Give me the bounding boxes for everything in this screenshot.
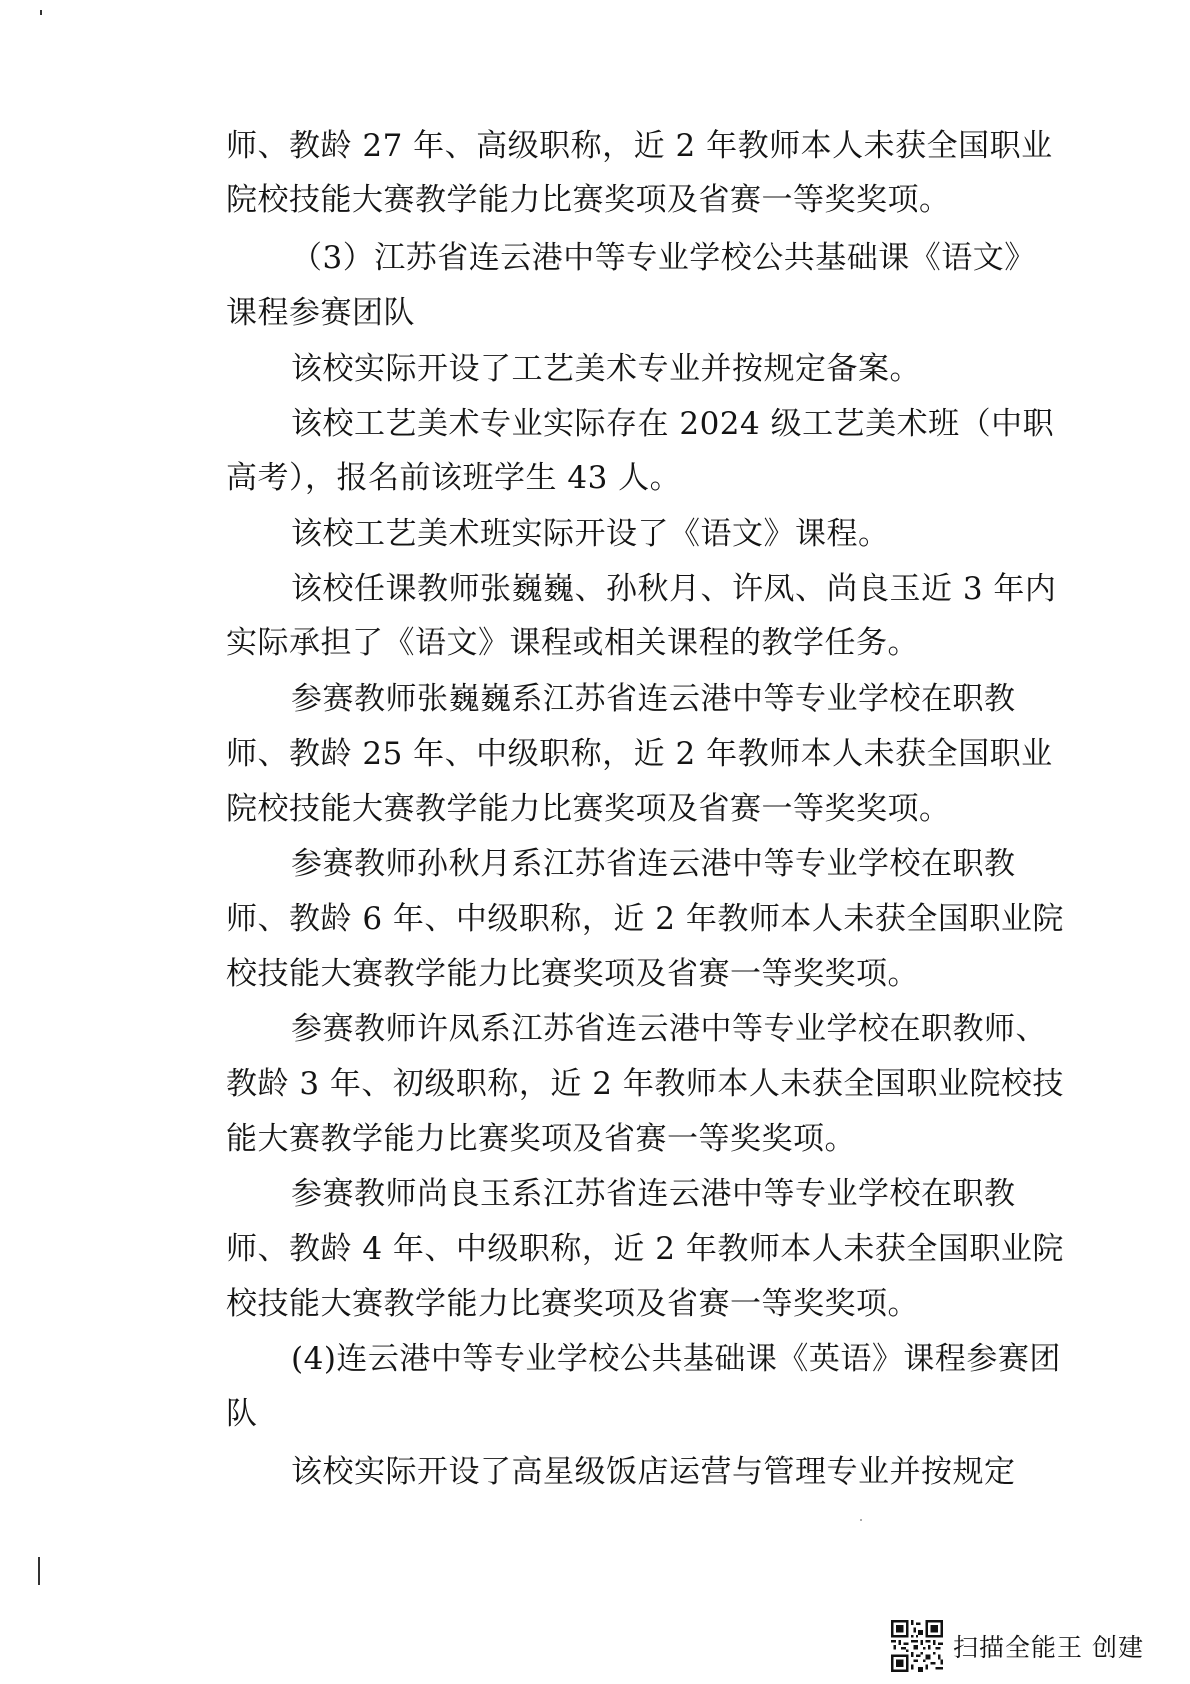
text-line: 实际承担了《语文》课程或相关课程的教学任务。	[226, 625, 919, 661]
text-line: 师、教龄 25 年、中级职称，近 2 年教师本人未获全国职业	[226, 736, 1053, 772]
section-heading: (4)连云港中等专业学校公共基础课《英语》课程参赛团	[291, 1341, 1061, 1377]
scan-speck	[38, 1557, 40, 1585]
text-line: 该校实际开设了高星级饭店运营与管理专业并按规定	[291, 1454, 1016, 1490]
scan-speck	[860, 1519, 862, 1521]
text-line: 院校技能大赛教学能力比赛奖项及省赛一等奖奖项。	[226, 791, 951, 827]
section-heading-cont: 课程参赛团队	[226, 295, 415, 331]
text-line: 参赛教师许凤系江苏省连云港中等专业学校在职教师、	[291, 1011, 1047, 1047]
text-line: 高考），报名前该班学生 43 人。	[226, 460, 682, 496]
scanner-watermark	[891, 1614, 1144, 1678]
text-line: 参赛教师孙秋月系江苏省连云港中等专业学校在职教	[291, 846, 1016, 882]
qr-code-icon	[891, 1620, 943, 1672]
section-heading: （3）江苏省连云港中等专业学校公共基础课《语文》	[291, 240, 1036, 276]
text-line: 该校实际开设了工艺美术专业并按规定备案。	[291, 351, 921, 387]
section-heading-cont: 队	[226, 1396, 258, 1432]
text-line: 师、教龄 27 年、高级职称，近 2 年教师本人未获全国职业	[226, 128, 1053, 164]
text-line: 参赛教师张巍巍系江苏省连云港中等专业学校在职教	[291, 681, 1016, 717]
text-line: 能大赛教学能力比赛奖项及省赛一等奖奖项。	[226, 1121, 856, 1157]
text-line: 师、教龄 6 年、中级职称，近 2 年教师本人未获全国职业院	[226, 901, 1064, 937]
text-line: 该校工艺美术班实际开设了《语文》课程。	[291, 516, 890, 552]
text-line: 该校任课教师张巍巍、孙秋月、许凤、尚良玉近 3 年内	[291, 571, 1057, 607]
text-line: 校技能大赛教学能力比赛奖项及省赛一等奖奖项。	[226, 956, 919, 992]
text-line: 参赛教师尚良玉系江苏省连云港中等专业学校在职教	[291, 1176, 1016, 1212]
text-line: 院校技能大赛教学能力比赛奖项及省赛一等奖奖项。	[226, 182, 951, 218]
watermark-text: 扫描全能王 创建	[953, 1633, 1144, 1662]
text-line: 该校工艺美术专业实际存在 2024 级工艺美术班（中职	[291, 406, 1055, 442]
text-line: 校技能大赛教学能力比赛奖项及省赛一等奖奖项。	[226, 1286, 919, 1322]
text-line: 教龄 3 年、初级职称，近 2 年教师本人未获全国职业院校技	[226, 1066, 1064, 1102]
scan-speck	[40, 10, 42, 15]
text-line: 师、教龄 4 年、中级职称，近 2 年教师本人未获全国职业院	[226, 1231, 1064, 1267]
